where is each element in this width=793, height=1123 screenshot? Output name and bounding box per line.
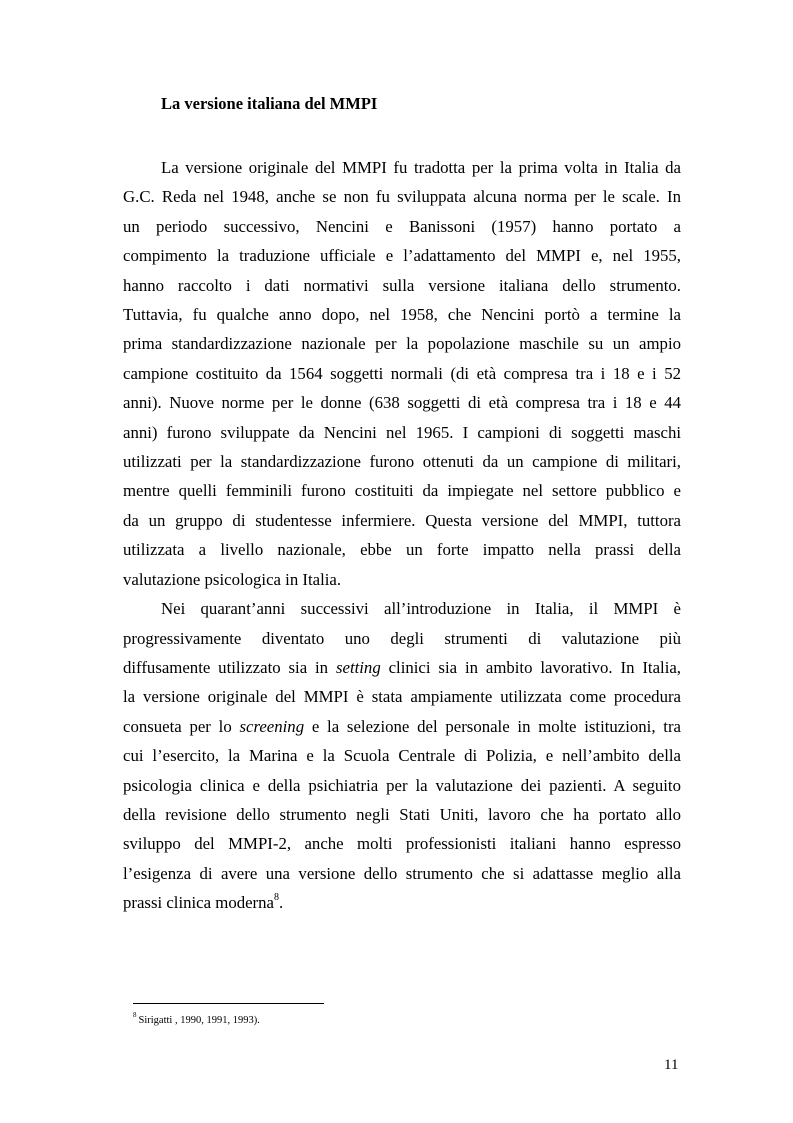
footnote <box>133 1011 260 1026</box>
text-line: anni) furono sviluppate da Nencini nel 1965. I campioni di soggetti maschi <box>123 422 681 442</box>
text-line: Nei quarant’anni successivi all’introduzione in Italia, il MMPI è <box>161 599 681 619</box>
text-run: . <box>278 893 284 913</box>
text-line: la versione originale del MMPI è stata ampiamente utilizzata come procedura <box>123 687 681 707</box>
italic-term: screening <box>239 716 305 736</box>
text-line: psicologia clinica e della psichiatria per la valutazione dei pazienti. A seguito <box>123 775 681 795</box>
paragraph-1 <box>123 153 681 594</box>
section-heading: La versione italiana del MMPI <box>161 94 378 113</box>
text-run: clinici sia in ambito lavorativo. In Italia, <box>380 657 682 677</box>
text-line: cui l’esercito, la Marina e la Scuola Centrale di Polizia, e nell’ambito della <box>123 746 681 766</box>
text-line <box>123 653 682 682</box>
text-line: utilizzati per la standardizzazione furono ottenuti da un campione di militari, <box>123 452 681 472</box>
text-line: compimento la traduzione ufficiale e l’adattamento del MMPI e, nel 1955, <box>123 246 681 266</box>
text-line: La versione originale del MMPI fu tradotta per la prima volta in Italia da <box>161 158 681 177</box>
text-run: diffusamente utilizzato sia in <box>123 657 336 677</box>
text-line: prima standardizzazione nazionale per la popolazione maschile su un ampio <box>123 334 681 354</box>
footnote-reference[interactable]: 8 <box>273 892 279 904</box>
page-number: 11 <box>664 1057 679 1073</box>
text-line: sviluppo del MMPI-2, anche molti professionisti italiani hanno espresso <box>123 834 681 854</box>
text-run: e la selezione del personale in molte istituzioni, tra <box>304 716 681 736</box>
text-run: consueta per lo <box>123 716 240 736</box>
italic-term: setting <box>335 657 381 677</box>
text-line: campione costituito da 1564 soggetti normali (di età compresa tra i 18 e i 52 <box>123 363 681 383</box>
text-line: utilizzata a livello nazionale, ebbe un forte impatto nella prassi della <box>123 540 681 560</box>
text-line: un periodo successivo, Nencini e Banissoni (1957) hanno portato a <box>123 216 681 236</box>
footnote-text: Sirigatti , 1990, 1991, 1993). <box>138 1015 260 1026</box>
text-line <box>123 712 681 741</box>
text-line <box>123 888 681 917</box>
text-line: anni). Nuove norme per le donne (638 soggetti di età compresa tra i 18 e 44 <box>123 393 681 413</box>
footnote-separator <box>133 1003 324 1004</box>
text-line: mentre quelli femminili furono costituiti da impiegate nel settore pubblico e <box>123 481 681 501</box>
text-line: da un gruppo di studentesse infermiere. Questa versione del MMPI, tuttora <box>123 510 681 530</box>
text-line: G.C. Reda nel 1948, anche se non fu sviluppata alcuna norma per le scale. In <box>123 187 681 207</box>
text-line: della revisione dello strumento negli Stati Uniti, lavoro che ha portato allo <box>123 804 681 824</box>
text-line: hanno raccolto i dati normativi sulla versione italiana dello strumento. <box>123 275 681 295</box>
text-line: progressivamente diventato uno degli strumenti di valutazione più <box>123 628 681 648</box>
text-line: valutazione psicologica in Italia. <box>123 569 342 589</box>
paragraph-2 <box>123 594 682 917</box>
text-run: prassi clinica moderna <box>123 893 274 913</box>
body-text <box>123 153 682 918</box>
text-line: l’esigenza di avere una versione dello strumento che si adattasse meglio alla <box>123 863 681 883</box>
text-line: Tuttavia, fu qualche anno dopo, nel 1958, che Nencini portò a termine la <box>123 305 681 325</box>
footnote-marker: 8 <box>133 1011 137 1019</box>
